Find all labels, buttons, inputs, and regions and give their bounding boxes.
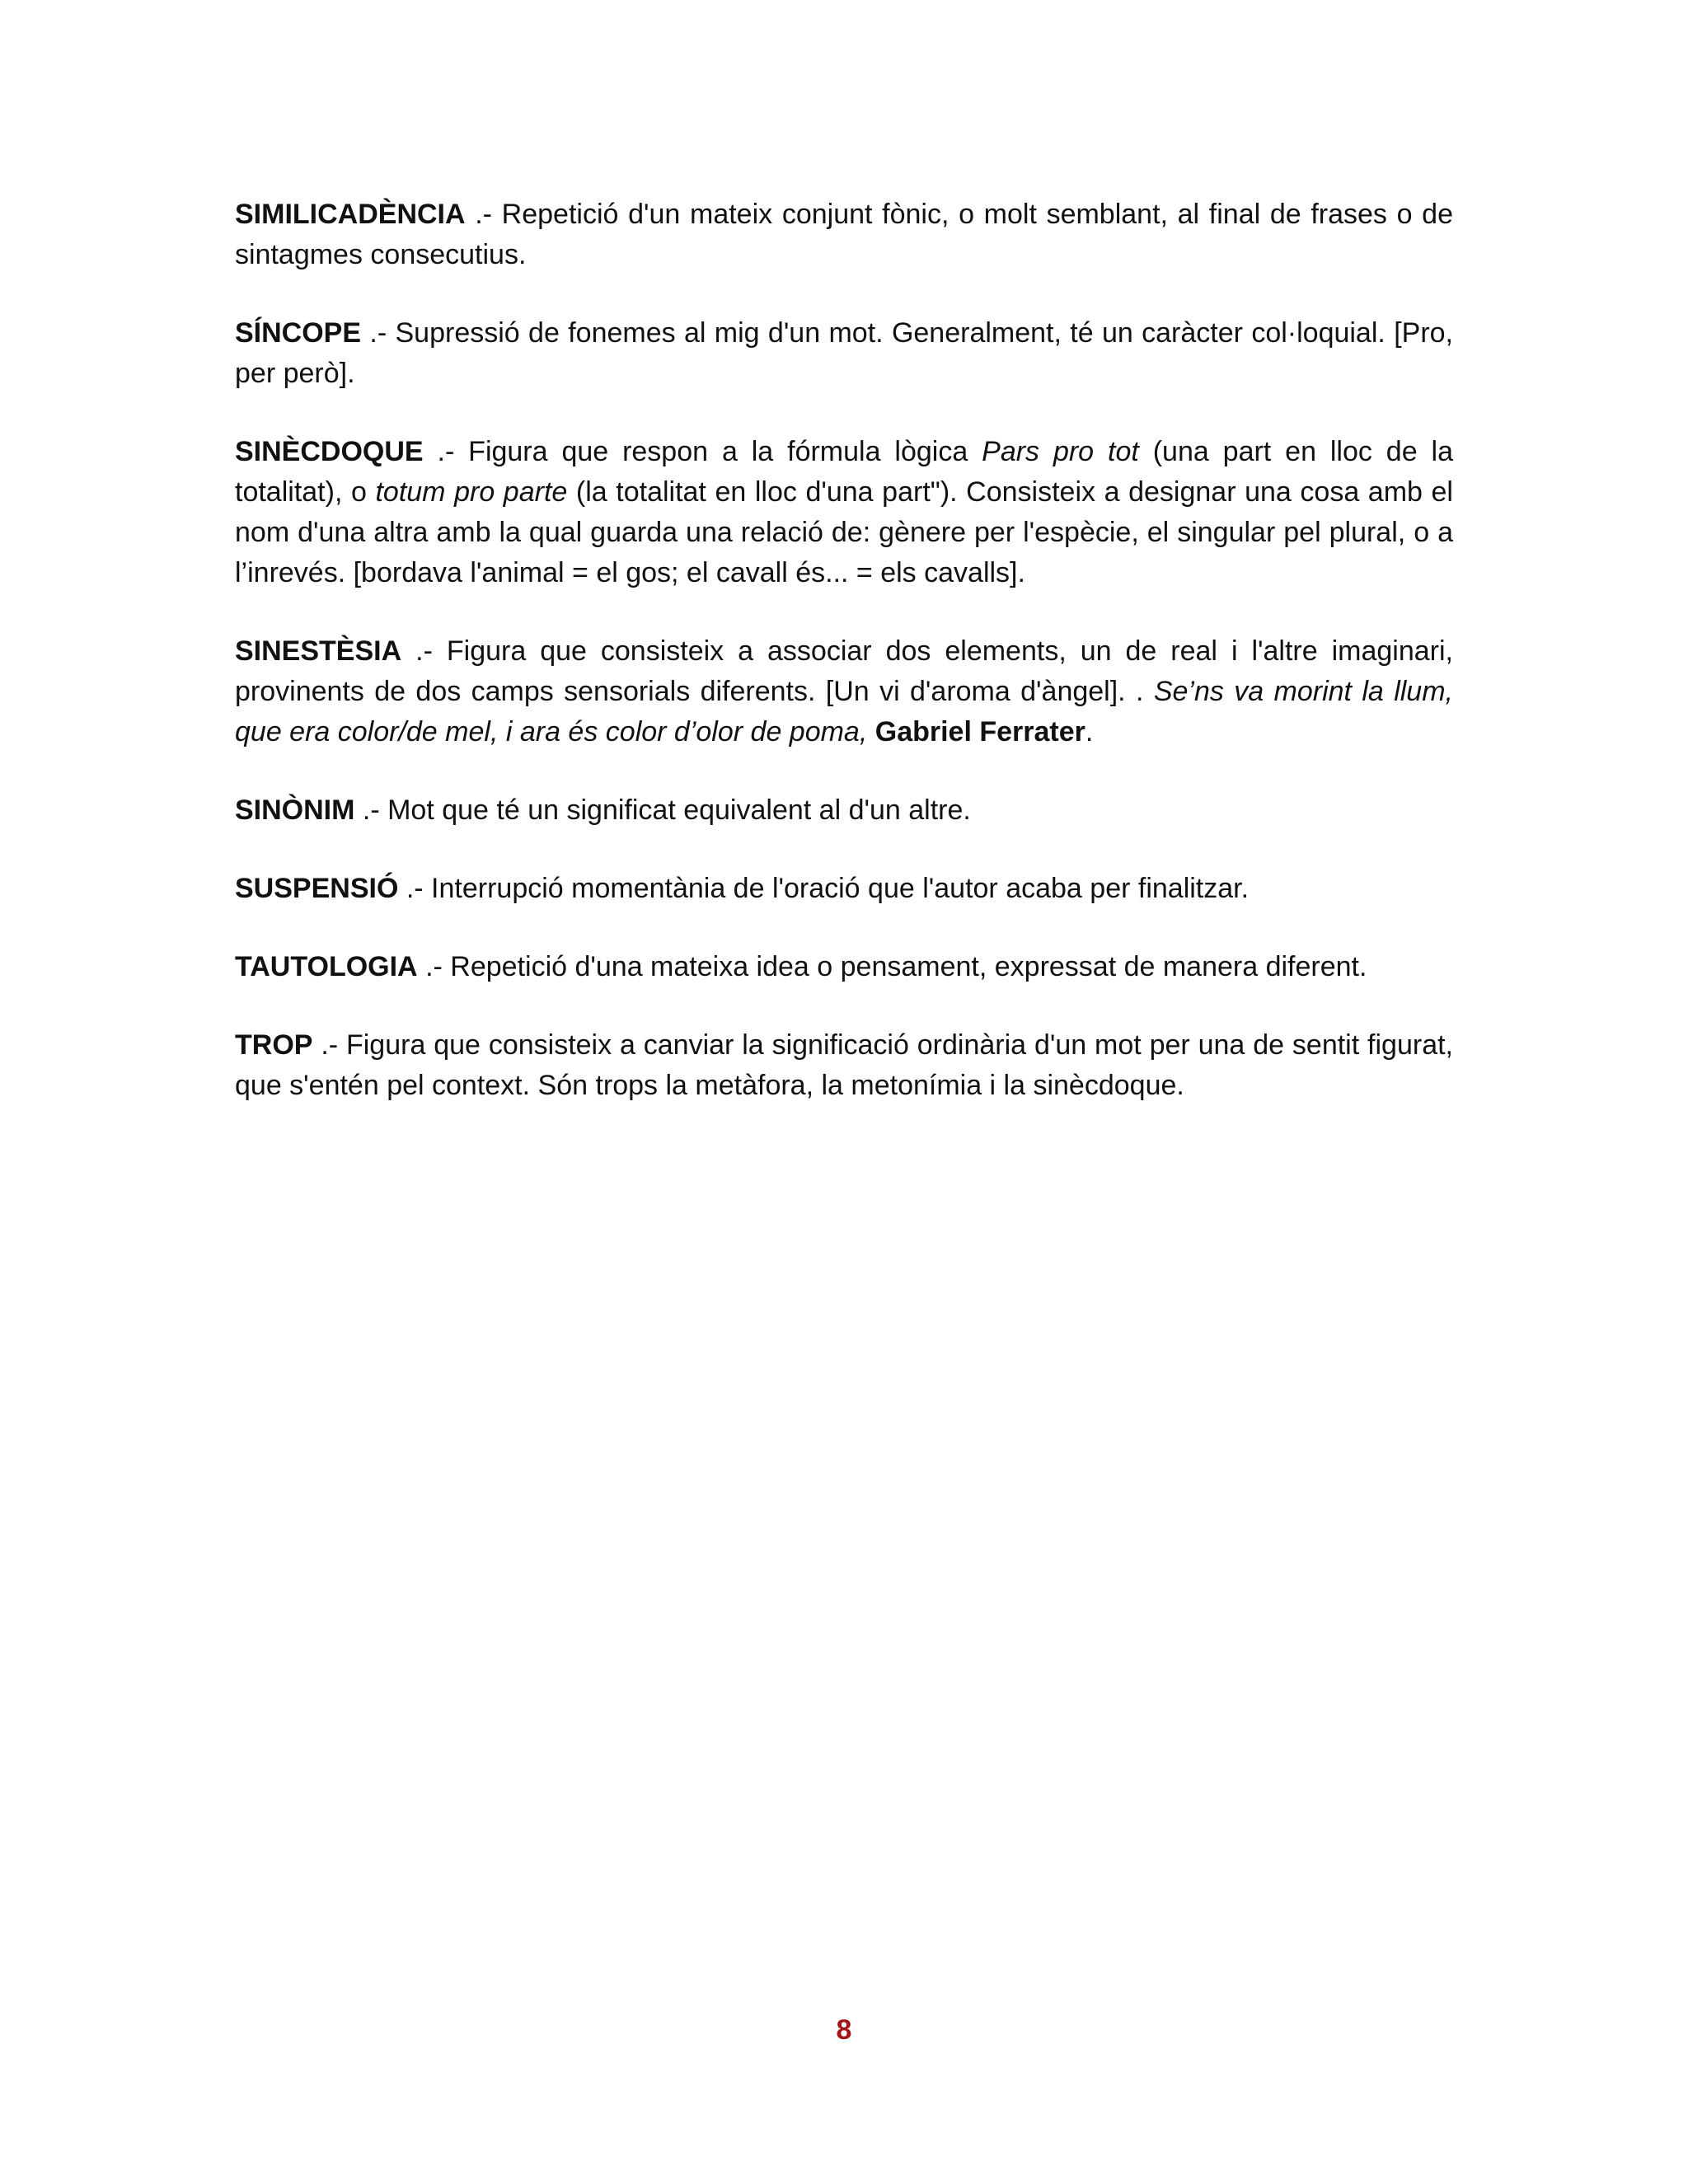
entry-end-period: . — [1085, 716, 1094, 748]
term-similicadencia: SIMILICADÈNCIA — [235, 199, 466, 230]
entry-trop — [235, 1025, 1453, 1106]
latin-pars-pro-tot: Pars pro tot — [982, 436, 1139, 467]
definition-sinecdoque-part-a: .- Figura que respon a la fórmula lògica — [423, 436, 982, 467]
entry-sinestesia — [235, 631, 1453, 752]
term-sinonim: SINÒNIM — [235, 794, 355, 826]
definition-tautologia: .- Repetició d'una mateixa idea o pensament, expressat de manera diferent. — [417, 951, 1367, 982]
definition-sincope: .- Supressió de fonemes al mig d'un mot. Generalment, té un caràcter col·loquial. [Pro, per però]. — [235, 317, 1453, 389]
page-number: 8 — [836, 2014, 852, 2046]
definition-similicadencia: .- Repetició d'un mateix conjunt fònic, o molt semblant, al final de frases o de sintagmes consecutius. — [235, 199, 1453, 270]
entry-sinecdoque — [235, 432, 1453, 593]
definition-sinecdoque-part-c: (la totalitat en lloc d'una part"). Consisteix a designar una cosa amb el nom d'una altra amb la qual guarda una relació de: gènere per l'espècie, el singular pel plural, o a l’inrevés. [bordava l'animal = el gos; el cavall és... = els cavalls]. — [235, 476, 1453, 588]
entry-similicadencia — [235, 194, 1453, 275]
latin-totum-pro-parte: totum pro parte — [375, 476, 568, 508]
term-trop: TROP — [235, 1029, 313, 1061]
definition-sinecdoque-part-b: (una part en lloc de la totalitat), o — [235, 436, 1453, 508]
term-tautologia: TAUTOLOGIA — [235, 951, 418, 982]
term-sincope: SÍNCOPE — [235, 317, 362, 349]
term-sinecdoque: SINÈCDOQUE — [235, 436, 424, 467]
entry-sinonim — [235, 790, 1453, 831]
definition-trop: .- Figura que consisteix a canviar la significació ordinària d'un mot per una de sentit figurat, que s'entén pel context. Són trops la metàfora, la metonímia i la sinècdoque. — [235, 1029, 1453, 1101]
term-suspensio: SUSPENSIÓ — [235, 873, 399, 904]
glossary-content — [235, 194, 1453, 1144]
definition-sinestesia: .- Figura que consisteix a associar dos elements, un de real i l'altre imaginari, provinents de dos camps sensorials diferents. [Un vi d'aroma d'àngel]. . — [235, 635, 1453, 707]
definition-suspensio: .- Interrupció momentània de l'oració que l'autor acaba per finalitzar. — [398, 873, 1250, 904]
term-sinestesia: SINESTÈSIA — [235, 635, 402, 667]
entry-sincope — [235, 313, 1453, 394]
entry-tautologia — [235, 947, 1453, 987]
quote-author: Gabriel Ferrater — [874, 716, 1085, 748]
definition-sinonim: .- Mot que té un significat equivalent al d'un altre. — [354, 794, 971, 826]
entry-suspensio — [235, 869, 1453, 909]
quote-sinestesia: Se’ns va morint la llum, que era color/de mel, i ara és color d’olor de poma, — [235, 676, 1453, 748]
